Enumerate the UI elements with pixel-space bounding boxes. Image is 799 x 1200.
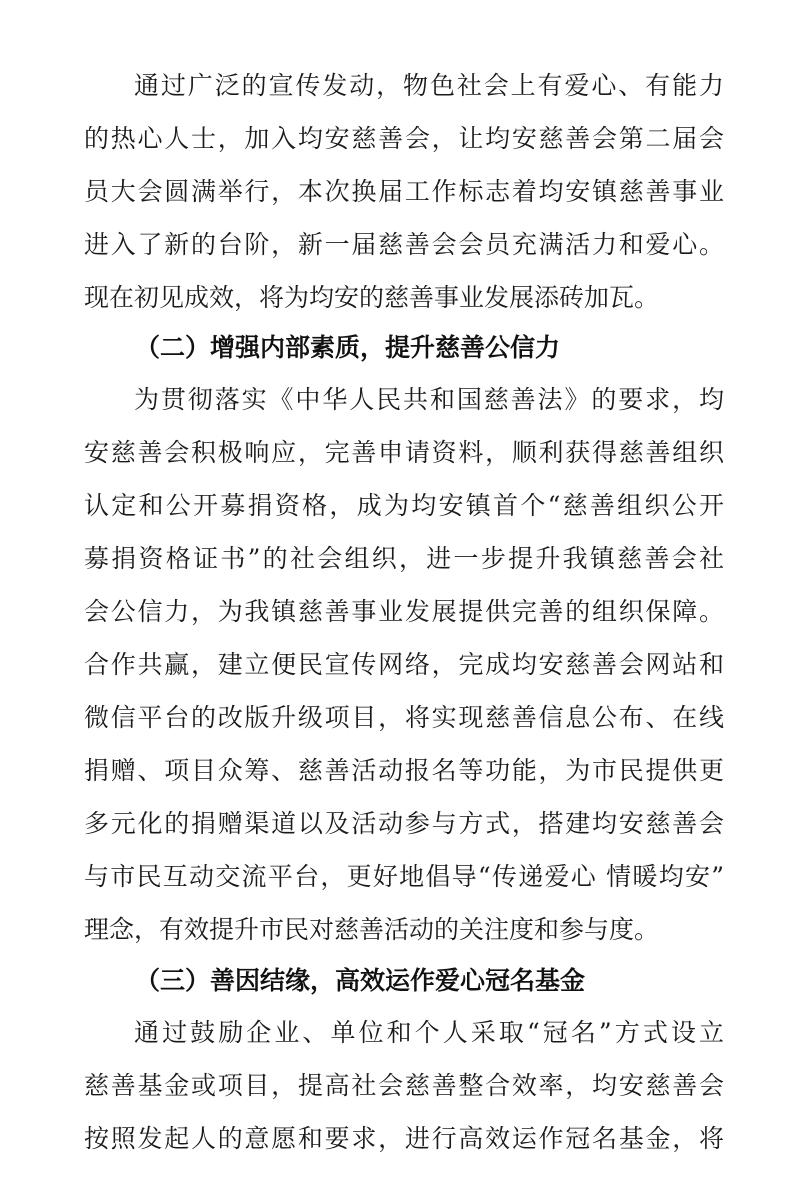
paragraph-1-line-3: 员大会圆满举行，本次换届工作标志着均安镇慈善事业 (84, 177, 724, 206)
paragraph-2-line-9: 多元化的捐赠渠道以及活动参与方式，搭建均安慈善会 (84, 809, 724, 838)
paragraph-3-line-3: 按照发起人的意愿和要求，进行高效运作冠名基金，将 (84, 1124, 724, 1153)
paragraph-2-line-11: 理念，有效提升市民对慈善活动的关注度和参与度。 (84, 915, 660, 944)
paragraph-1-line-2: 的热心人士，加入均安慈善会，让均安慈善会第二届会 (84, 124, 724, 153)
paragraph-3-line-2: 慈善基金或项目，提高社会慈善整合效率，均安慈善会 (84, 1071, 724, 1100)
paragraph-3-line-1: 通过鼓励企业、单位和个人采取“冠名”方式设立 (134, 1018, 724, 1047)
section-heading-2: （二）增强内部素质，提升慈善公信力 (135, 333, 561, 362)
paragraph-2-line-2: 安慈善会积极响应，完善申请资料，顺利获得慈善组织 (84, 438, 724, 467)
paragraph-2-line-1: 为贯彻落实《中华人民共和国慈善法》的要求，均 (134, 385, 724, 414)
paragraph-2-line-3: 认定和公开募捐资格，成为均安镇首个“慈善组织公开 (84, 491, 724, 520)
paragraph-1-line-4: 进入了新的台阶，新一届慈善会会员充满活力和爱心。 (84, 230, 724, 259)
paragraph-1-line-1: 通过广泛的宣传发动，物色社会上有爱心、有能力 (134, 71, 724, 100)
paragraph-2-line-8: 捐赠、项目众筹、慈善活动报名等功能，为市民提供更 (84, 756, 724, 785)
paragraph-2-line-10: 与市民互动交流平台，更好地倡导“传递爱心 情暖均安” (84, 862, 724, 891)
paragraph-2-line-6: 合作共赢，建立便民宣传网络，完成均安慈善会网站和 (84, 650, 724, 679)
paragraph-2-line-4: 募捐资格证书”的社会组织，进一步提升我镇慈善会社 (84, 544, 724, 573)
paragraph-1-line-5: 现在初见成效，将为均安的慈善事业发展添砖加瓦。 (84, 283, 660, 312)
paragraph-2-line-7: 微信平台的改版升级项目，将实现慈善信息公布、在线 (84, 703, 724, 732)
paragraph-2-line-5: 会公信力，为我镇慈善事业发展提供完善的组织保障。 (84, 597, 724, 626)
section-heading-3: （三）善因结缘，高效运作爱心冠名基金 (135, 966, 586, 995)
